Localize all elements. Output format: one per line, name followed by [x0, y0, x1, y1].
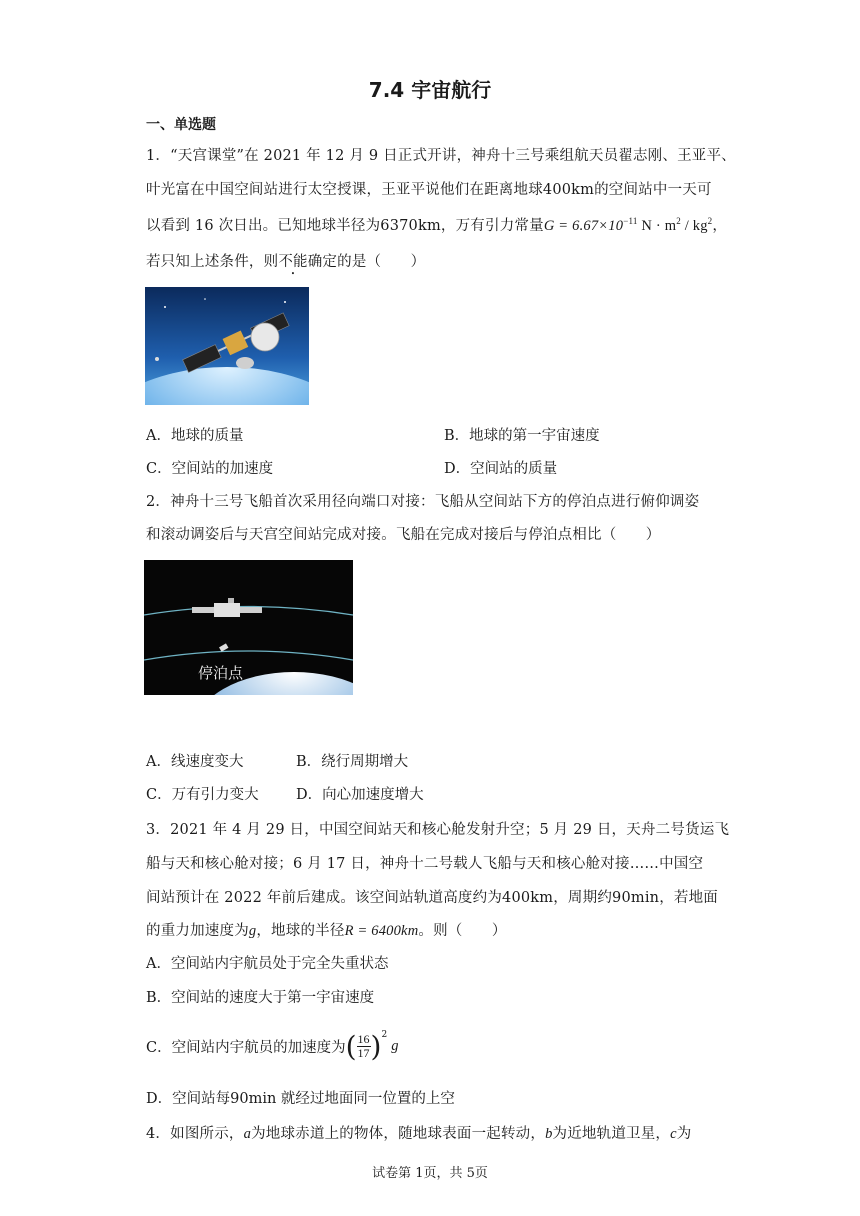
parking-point-label: 停泊点: [198, 664, 244, 682]
space-station-image: [145, 287, 309, 405]
q3-option-a[interactable]: A．空间站内宇航员处于完全失重状态: [146, 956, 389, 972]
q2-option-c[interactable]: C．万有引力变大: [146, 787, 259, 803]
q2-option-b[interactable]: B．绕行周期增大: [296, 754, 409, 770]
q3-option-b[interactable]: B．空间站的速度大于第一宇宙速度: [146, 990, 375, 1006]
q1-line-2: 叶光富在中国空间站进行太空授课，王亚平说他们在距离地球400km的空间站中一天可: [146, 182, 712, 198]
gravitational-constant: $G = 6.67\times 10^{-11}$ $N \cdot m^2 / kg^2$: [543, 216, 713, 234]
q2-option-a[interactable]: A．线速度变大: [146, 754, 244, 770]
fraction: $\frac{16}{17}$: [357, 1031, 370, 1060]
page-title: 7.4 宇宙航行: [368, 78, 492, 102]
q3-line-2: 船与天和核心舱对接；6 月 17 日，神舟十二号载人飞船与天和核心舱对接……中国空: [146, 856, 704, 872]
q1-line-4: 若只知上述条件，则不能确定的是（ ）: [146, 254, 426, 270]
q1-line-1: 1．“天宫课堂”在 2021 年 12 月 9 日正式开讲，神舟十三号乘组航天员翟志刚、王亚平、: [146, 148, 736, 164]
section-heading: 一、单选题: [146, 117, 216, 133]
q3-line-4: 的重力加速度为g，地球的半径R = 6400km。则（ ）: [146, 923, 507, 939]
q2-line-1: 2．神舟十三号飞船首次采用径向端口对接：飞船从空间站下方的停泊点进行俯仰调姿: [146, 494, 700, 510]
docking-orbit-image: [144, 560, 353, 695]
q1-line-3: 以看到 16 次日出。已知地球半径为6370km，万有引力常量$G = 6.67\times 10^{-11}$ $N \cdot m^2 / kg^2$，: [146, 216, 728, 234]
q4-line-1: 4．如图所示，a为地球赤道上的物体，随地球表面一起转动，b为近地轨道卫星，c为: [146, 1126, 692, 1142]
q1-option-a[interactable]: A．地球的质量: [146, 428, 244, 444]
page-footer: 试卷第 1页，共 5页: [372, 1166, 488, 1181]
q3-line-1: 3．2021 年 4 月 29 日，中国空间站天和核心舱发射升空；5 月 29 日，天舟二号货运飞: [146, 822, 730, 838]
gravity-symbol: g: [248, 923, 257, 939]
q1-line-3-text: 以看到 16 次日出。已知地球半径为6370km，万有引力常量: [146, 218, 544, 234]
q1-option-d[interactable]: D．空间站的质量: [444, 461, 558, 477]
q2-line-2: 和滚动调姿后与天宫空间站完成对接。飞船在完成对接后与停泊点相比（ ）: [146, 527, 661, 543]
q3-option-d[interactable]: D．空间站每90min 就经过地面同一位置的上空: [146, 1091, 455, 1107]
earth-radius: R = 6400km: [344, 923, 419, 939]
q1-option-c[interactable]: C．空间站的加速度: [146, 461, 274, 477]
emphasis-dotted-text: 不能: [278, 254, 308, 270]
q3-line-3: 间站预计在 2022 年前后建成。该空间站轨道高度约为400km，周期约90min，若地面: [146, 890, 719, 906]
q1-option-b[interactable]: B．地球的第一宇宙速度: [444, 428, 600, 444]
q3-option-c[interactable]: C．空间站内宇航员的加速度为 ( $\frac{16}{17}$ ) $^2$ g: [146, 1029, 399, 1063]
q2-option-d[interactable]: D．向心加速度增大: [296, 787, 424, 803]
